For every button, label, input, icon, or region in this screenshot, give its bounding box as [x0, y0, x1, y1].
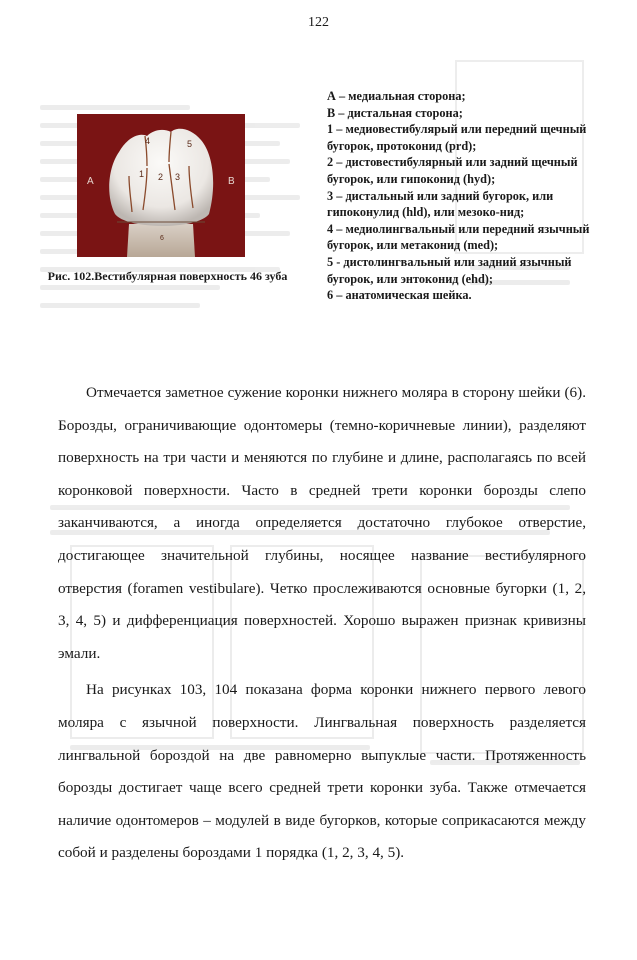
- side-label-b: B: [228, 176, 235, 187]
- cusp-label-5: 5: [187, 139, 193, 149]
- legend-item-2: 2 – дистовестибулярный или задний щечный бугорок, или гипоконид (hyd);: [327, 155, 578, 186]
- paragraph: Отмечается заметное сужение коронки нижнего моляра в сторону шейки (6). Борозды, ограничивающие одонтомеры (темно-коричневые линии), разделяют поверхность на три части и меняются по глубине и длине, располагаясь по всей коронковой поверхности. Часто в средней трети коронки борозды слепо заканчиваются, а иногда определяется достаточно глубокое отверстие, достигающее значительной глубины, носящее название вестибулярного отверстия (foramen vestibulare). Четко прослеживаются основные бугорки (1, 2, 3, 4, 5) и дифференциация поверхностей. Хорошо выражен признак кривизны эмали.: [58, 384, 586, 662]
- body-text: [58, 377, 586, 870]
- paragraph: На рисунках 103, 104 показана форма коронки нижнего первого левого моляра с язычной поверхности. Лингвальная поверхность разделяется лингвальной бороздой на две равномерно выпуклые части. Протяженность борозды достигает чаще всего средней трети коронки зуба. Также отмечается наличие одонтомеров – модулей в виде бугорков, которые соприкасаются между собой и разделены бороздами 1 порядка (1, 2, 3, 4, 5).: [58, 681, 586, 862]
- side-label-a: A: [87, 176, 94, 187]
- cusp-label-4: 4: [145, 136, 151, 146]
- legend-item-1: 1 – медиовестибулярый или передний щечный бугорок, протоконид (prd);: [327, 122, 587, 153]
- legend-item-a: А – медиальная сторона;: [327, 89, 466, 103]
- page-number: 122: [308, 15, 329, 30]
- cusp-label-1: 1: [139, 169, 145, 179]
- cusp-label-3: 3: [175, 172, 181, 182]
- legend-item-5: 5 - дистолингвальный или задний язычный бугорок, или энтоконид (ehd);: [327, 254, 572, 286]
- cusp-label-2: 2: [158, 172, 164, 182]
- neck-label-6: 6: [160, 235, 164, 242]
- legend-item-6: 6 – анатомическая шейка.: [327, 288, 472, 303]
- figure-caption: Рис. 102.Вестибулярная поверхность 46 зуба: [47, 269, 288, 283]
- figure-legend: [327, 88, 617, 304]
- legend-item-b: В – дистальная сторона;: [327, 105, 463, 120]
- legend-item-4: 4 – медиолингвальный или передний язычный бугорок, или метаконид (med);: [327, 221, 590, 253]
- legend-item-3: 3 – дистальный или задний бугорок, или гипоконулид (hld), или мезоко-нид;: [327, 188, 554, 220]
- tooth-figure: [77, 114, 245, 257]
